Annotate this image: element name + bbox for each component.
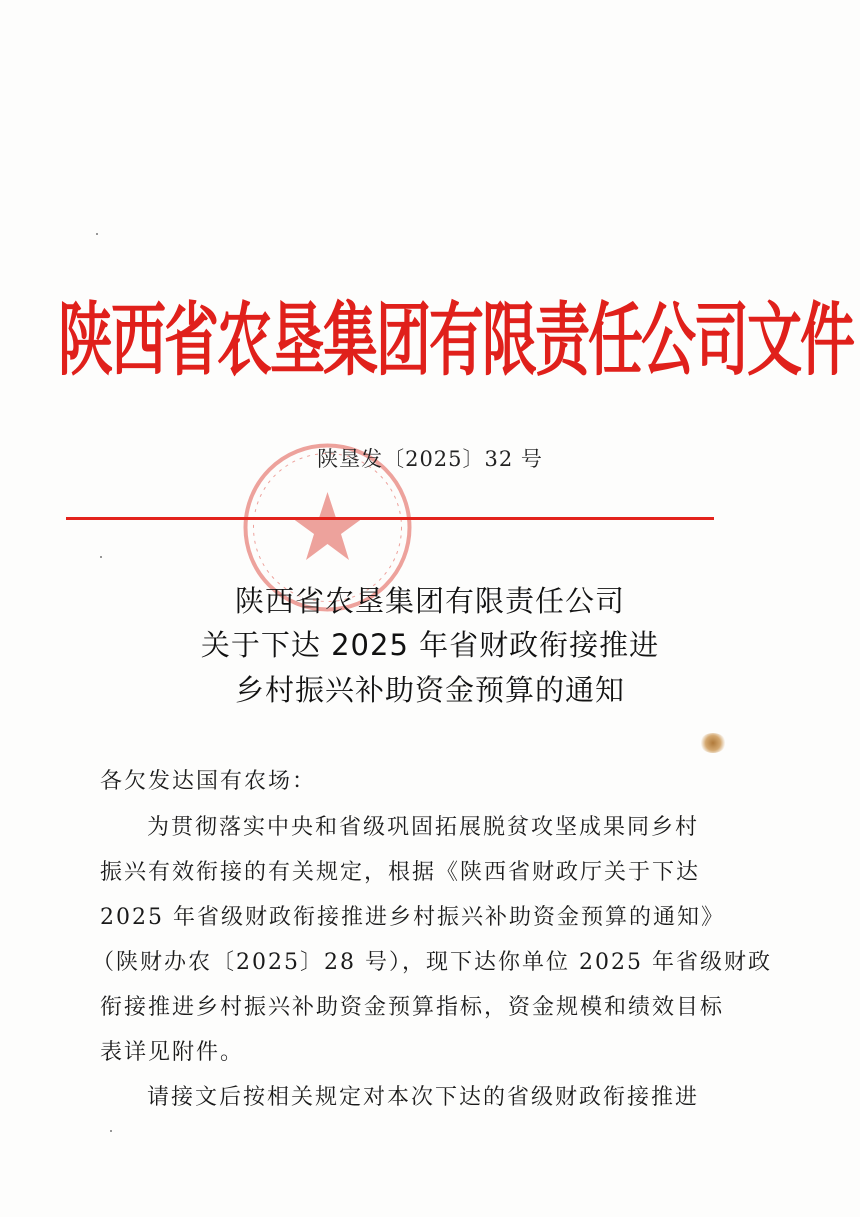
masthead-title: 陕西省农垦集团有限责任公司文件 [58,293,854,387]
body-line: 表详见附件。 [100,1040,245,1065]
scan-speck [96,233,98,235]
body-line: （陕财办农〔2025〕28 号），现下达你单位 2025 年省级财政 [92,950,772,975]
body-line: 2025 年省级财政衔接推进乡村振兴补助资金预算的通知》 [100,905,725,930]
document-number: 陕垦发〔2025〕32 号 [317,447,543,471]
document-title-line-3: 乡村振兴补助资金预算的通知 [234,673,625,707]
document-title-line-2: 关于下达 2025 年省财政衔接推进 [200,628,660,662]
red-divider-line [66,517,714,520]
scan-speck [110,1130,112,1132]
scan-speck [100,556,102,558]
body-line: 为贯彻落实中央和省级巩固拓展脱贫攻坚成果同乡村 [147,815,700,840]
paper-stain [700,733,726,753]
body-line: 振兴有效衔接的有关规定，根据《陕西省财政厅关于下达 [100,860,701,885]
body-line: 衔接推进乡村振兴补助资金预算指标，资金规模和绩效目标 [100,995,725,1020]
body-line: 请接文后按相关规定对本次下达的省级财政衔接推进 [147,1085,700,1110]
salutation: 各欠发达国有农场： [100,769,317,794]
document-title-line-1: 陕西省农垦集团有限责任公司 [234,584,625,618]
